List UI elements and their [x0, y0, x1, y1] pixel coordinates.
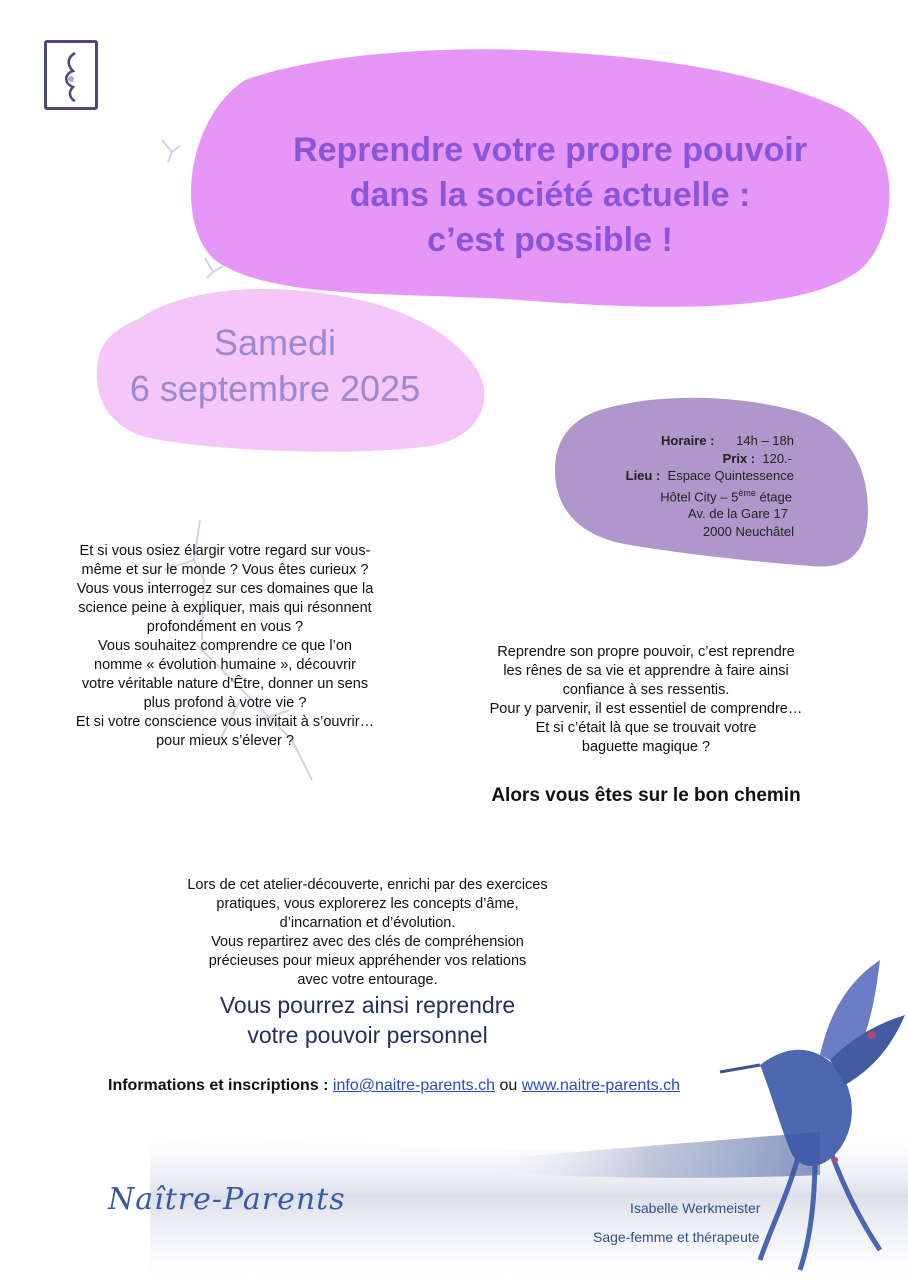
title-line-3: c’est possible ! — [427, 221, 673, 259]
website-link[interactable]: www.naitre-parents.ch — [521, 1077, 681, 1094]
main-title — [230, 128, 870, 263]
date-full: 6 septembre 2025 — [129, 368, 421, 409]
lieu-line-2: Hôtel City – 5ème étage — [660, 487, 792, 504]
intro-paragraph: Et si vous osiez élargir votre regard sur vous- même et sur le monde ? Vous êtes curieux ? Vous vous interrogez sur ces domaines que la science peine à expliquer, mais qui résonnent profondément en vous ? Vous souhaitez comprendre ce que l’on nomme « évolution humaine », découvrir votre véritable nature d’Être, donner un sens plus profond à votre vie ? Et si votre conscience vous invitait à s’ouvrir… pour mieux s’élever ? — [75, 543, 375, 749]
brand-signature: Naître-Parents — [108, 1182, 346, 1217]
prix-label: Prix : — [722, 450, 756, 466]
email-link[interactable]: info@naitre-parents.ch — [332, 1077, 496, 1094]
contact-or: ou — [499, 1077, 518, 1094]
pouvoir-paragraph: Reprendre son propre pouvoir, c’est reprendre les rênes de sa vie et apprendre à faire ainsi confiance à ses ressentis. Pour y parvenir, il est essentiel de comprendre… Et si c’était là que se trouvait votre baguette magique ? — [489, 644, 803, 755]
horaire-label: Horaire : — [661, 433, 715, 448]
lieu-label: Lieu : — [625, 468, 661, 483]
title-line-2: dans la société actuelle : — [349, 176, 751, 214]
event-info — [560, 432, 850, 540]
date-day: Samedi — [213, 322, 337, 363]
author-role: Sage-femme et thérapeute — [593, 1229, 760, 1245]
contact-line — [108, 1077, 680, 1095]
lieu-line-3: Av. de la Gare 17 — [688, 506, 788, 522]
silhouette-logo-icon — [44, 40, 98, 110]
lieu-line-1: Espace Quintessence — [667, 468, 794, 483]
horaire-value: 14h – 18h — [736, 433, 794, 448]
horaire-row — [560, 432, 850, 450]
atelier-paragraph: Lors de cet atelier-découverte, enrichi par des exercices pratiques, vous explorerez les concepts d’âme, d’incarnation et d’évolution. Vous repartirez avec des clés de compréhension précieuses pour mieux appréhender vos relations avec votre entourage. — [187, 877, 548, 988]
prix-row — [560, 450, 850, 468]
lieu-line-4: 2000 Neuchâtel — [702, 523, 794, 539]
chemin-heading: Alors vous êtes sur le bon chemin — [491, 785, 801, 806]
title-line-1: Reprendre votre propre pouvoir — [293, 131, 807, 169]
lieu-row — [560, 467, 850, 485]
contact-label: Informations et inscriptions : — [108, 1077, 329, 1094]
author-name: Isabelle Werkmeister — [630, 1200, 761, 1216]
prix-value: 120.- — [762, 450, 792, 466]
event-date — [90, 320, 460, 412]
pouvoir-tagline: Vous pourrez ainsi reprendre votre pouvoir personnel — [219, 992, 516, 1048]
